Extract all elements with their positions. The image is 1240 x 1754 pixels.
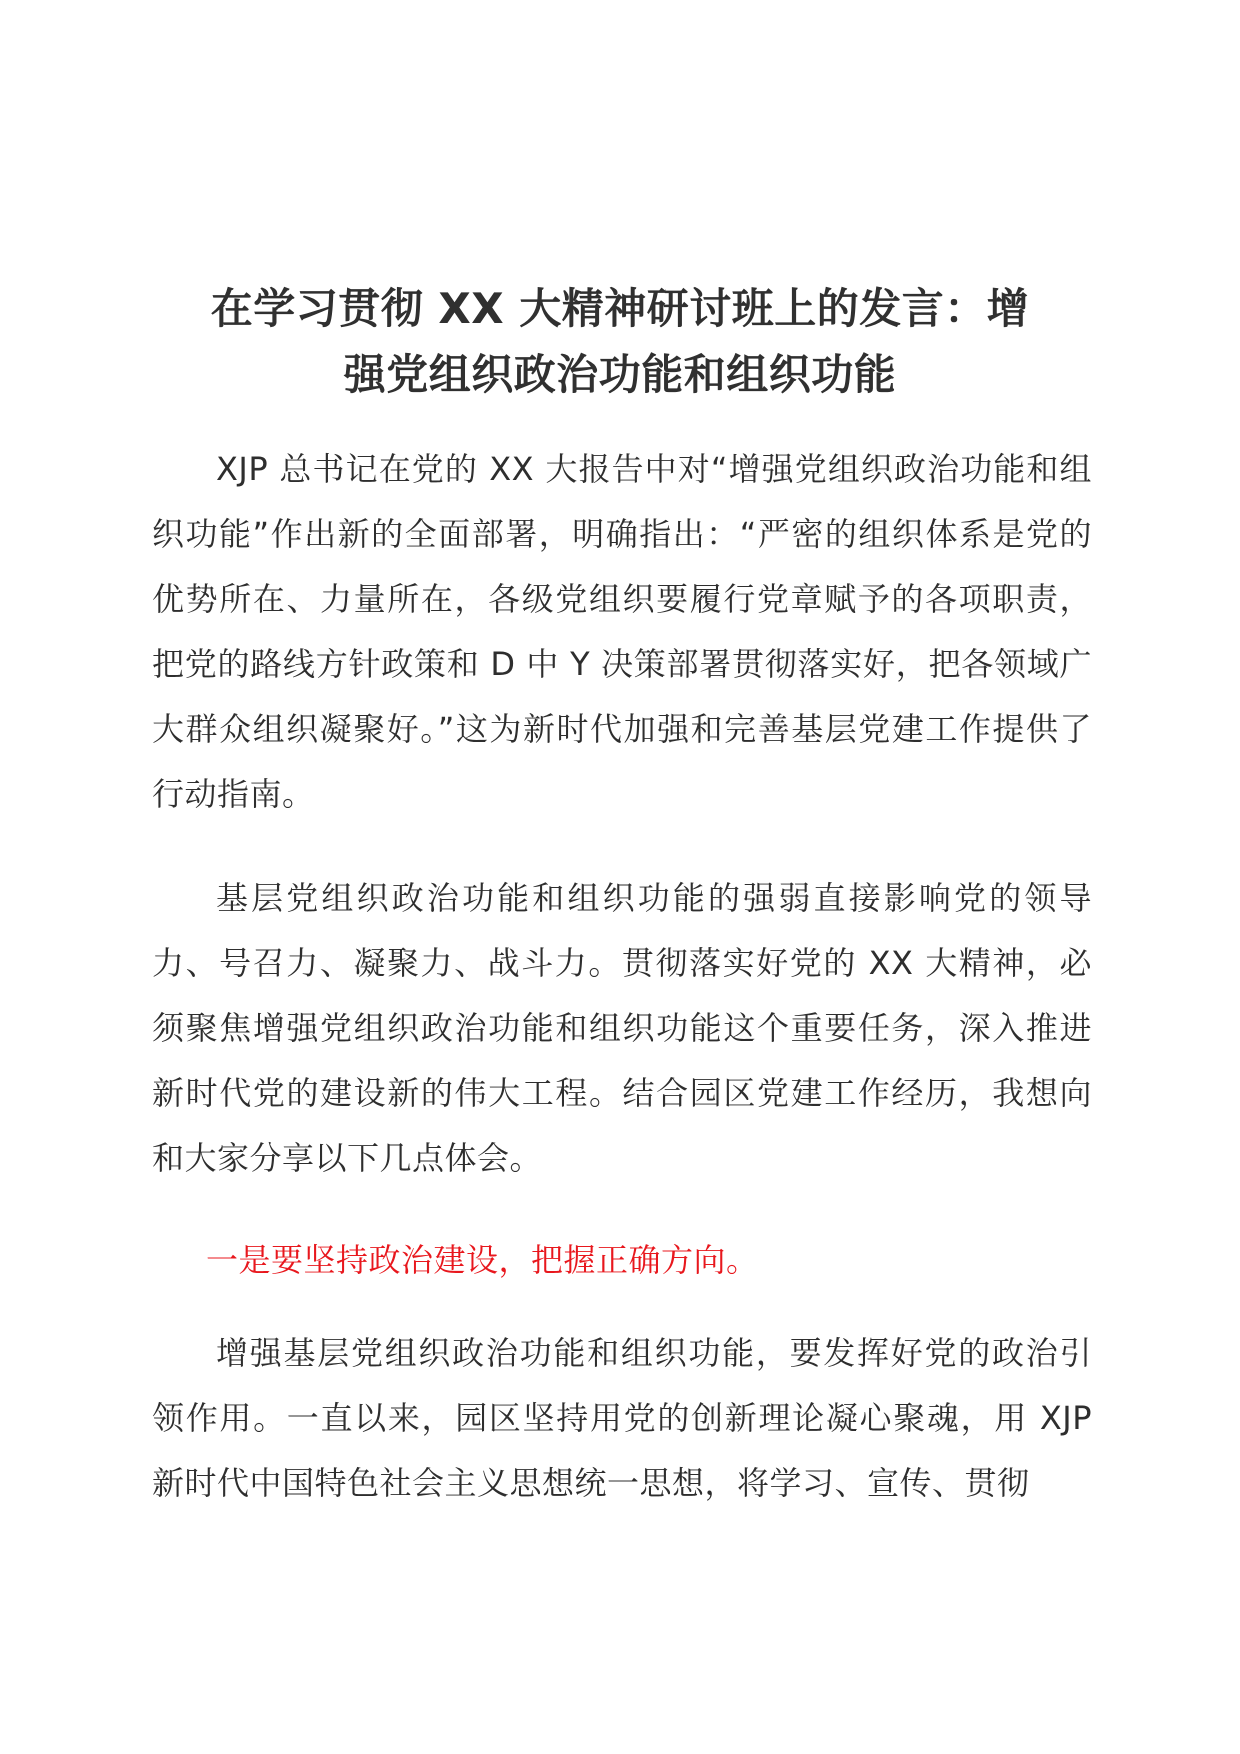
paragraph-2: 基层党组织政治功能和组织功能的强弱直接影响党的领导力、号召力、凝聚力、战斗力。贯彻落实好党的 XX 大精神，必须聚焦增强党组织政治功能和组织功能这个重要任务，深入推进新时代党的建设新的伟大工程。结合园区党建工作经历，我想向和大家分享以下几点体会。 <box>152 879 1092 1177</box>
paragraph-3: 增强基层党组织政治功能和组织功能，要发挥好党的政治引领作用。一直以来，园区坚持用党的创新理论凝心聚魂，用 XJP 新时代中国特色社会主义思想统一思想，将学习、宣传、贯彻 <box>152 1334 1092 1502</box>
paragraph-3-block <box>152 1321 1092 1516</box>
document-title <box>150 276 1090 408</box>
paragraph-1-block <box>152 437 1092 827</box>
title-line-1: 在学习贯彻 XX 大精神研讨班上的发言：增 <box>210 284 1030 333</box>
section-heading-1: 一是要坚持政治建设，把握正确方向。 <box>206 1241 759 1279</box>
paragraph-2-block <box>152 866 1092 1191</box>
title-line-2: 强党组织政治功能和组织功能 <box>343 350 897 399</box>
section-heading-1-block <box>152 1228 1092 1293</box>
paragraph-1: XJP 总书记在党的 XX 大报告中对“增强党组织政治功能和组织功能”作出新的全面部署，明确指出：“严密的组织体系是党的优势所在、力量所在，各级党组织要履行党章赋予的各项职责，把党的路线方针政策和 D 中 Y 决策部署贯彻落实好，把各领域广大群众组织凝聚好。”这为新时代加强和完善基层党建工作提供了行动指南。 <box>152 450 1092 813</box>
